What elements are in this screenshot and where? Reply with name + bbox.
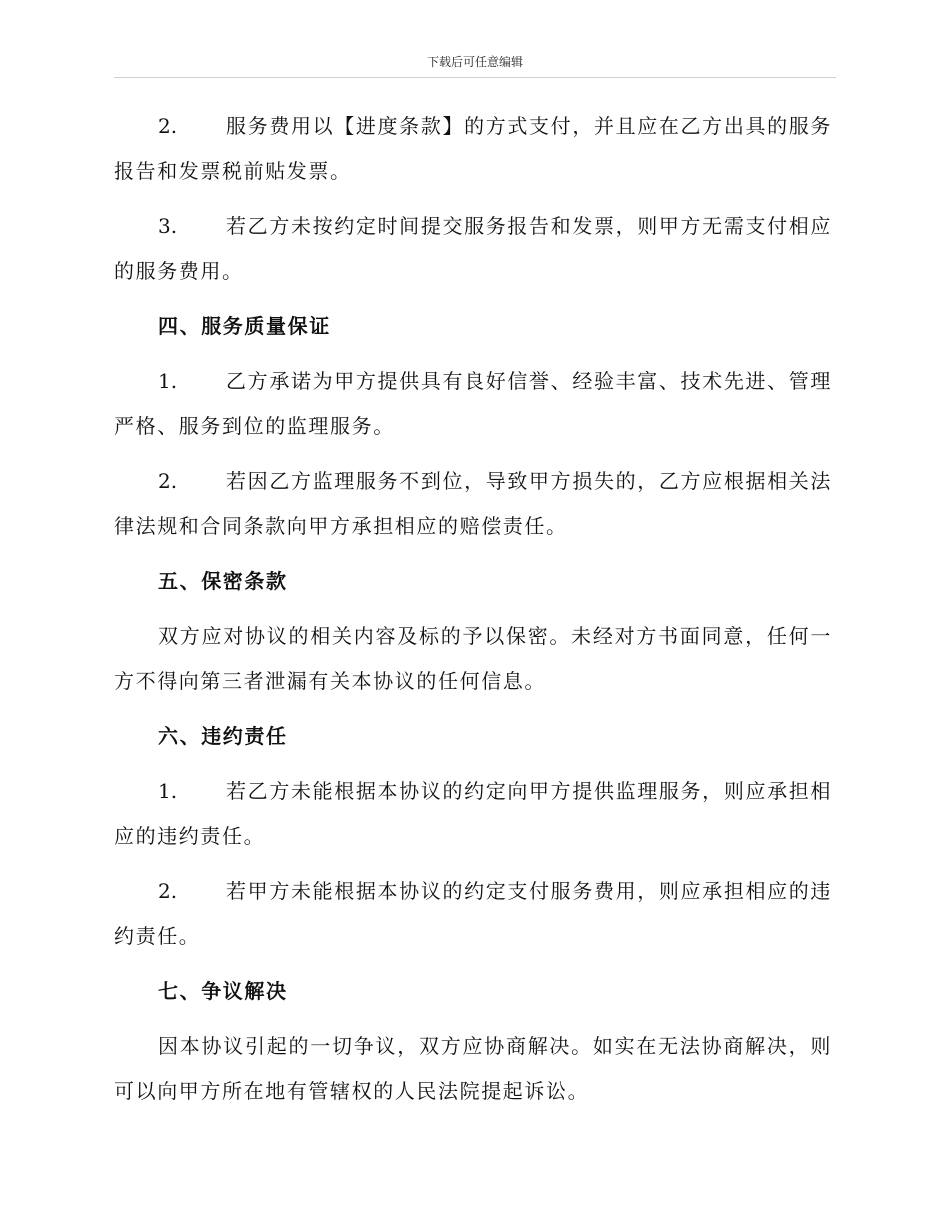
- clause-number: 1.: [158, 779, 178, 803]
- clause-number: 3.: [158, 214, 178, 238]
- clause-item: [114, 869, 832, 959]
- clause-number: 2.: [158, 114, 178, 138]
- page-header: 下载后可任意编辑: [426, 55, 523, 69]
- clause-number: 2.: [158, 469, 178, 493]
- section-heading: 四、服务质量保证: [158, 314, 331, 338]
- clause-text: 若乙方未能根据本协议的约定向甲方提供监理服务，则应承担相应的违约责任。: [114, 779, 832, 848]
- section-heading: 六、违约责任: [158, 724, 288, 748]
- header-divider: [114, 77, 836, 78]
- clause-item: [114, 204, 832, 294]
- clause-text: 若因乙方监理服务不到位，导致甲方损失的，乙方应根据相关法律法规和合同条款向甲方承担相应的赔偿责任。: [114, 469, 832, 538]
- section-heading: 五、保密条款: [158, 569, 288, 593]
- clause-item: [114, 769, 832, 859]
- clause-number: 2.: [158, 879, 178, 903]
- document-body: [114, 104, 832, 1124]
- clause-item: [114, 359, 832, 449]
- clause-number: 1.: [158, 369, 178, 393]
- clause-text: 乙方承诺为甲方提供具有良好信誉、经验丰富、技术先进、管理严格、服务到位的监理服务。: [114, 369, 832, 438]
- clause-item: [114, 104, 832, 194]
- section-heading: 七、争议解决: [158, 979, 288, 1003]
- clause-text: 若乙方未按约定时间提交服务报告和发票，则甲方无需支付相应的服务费用。: [114, 214, 832, 283]
- body-paragraph: 双方应对协议的相关内容及标的予以保密。未经对方书面同意，任何一方不得向第三者泄漏有关本协议的任何信息。: [114, 624, 832, 693]
- body-paragraph: 因本协议引起的一切争议，双方应协商解决。如实在无法协商解决，则可以向甲方所在地有管辖权的人民法院提起诉讼。: [114, 1034, 832, 1103]
- clause-text: 若甲方未能根据本协议的约定支付服务费用，则应承担相应的违约责任。: [114, 879, 832, 948]
- clause-text: 服务费用以【进度条款】的方式支付，并且应在乙方出具的服务报告和发票税前贴发票。: [114, 114, 832, 183]
- clause-item: [114, 459, 832, 549]
